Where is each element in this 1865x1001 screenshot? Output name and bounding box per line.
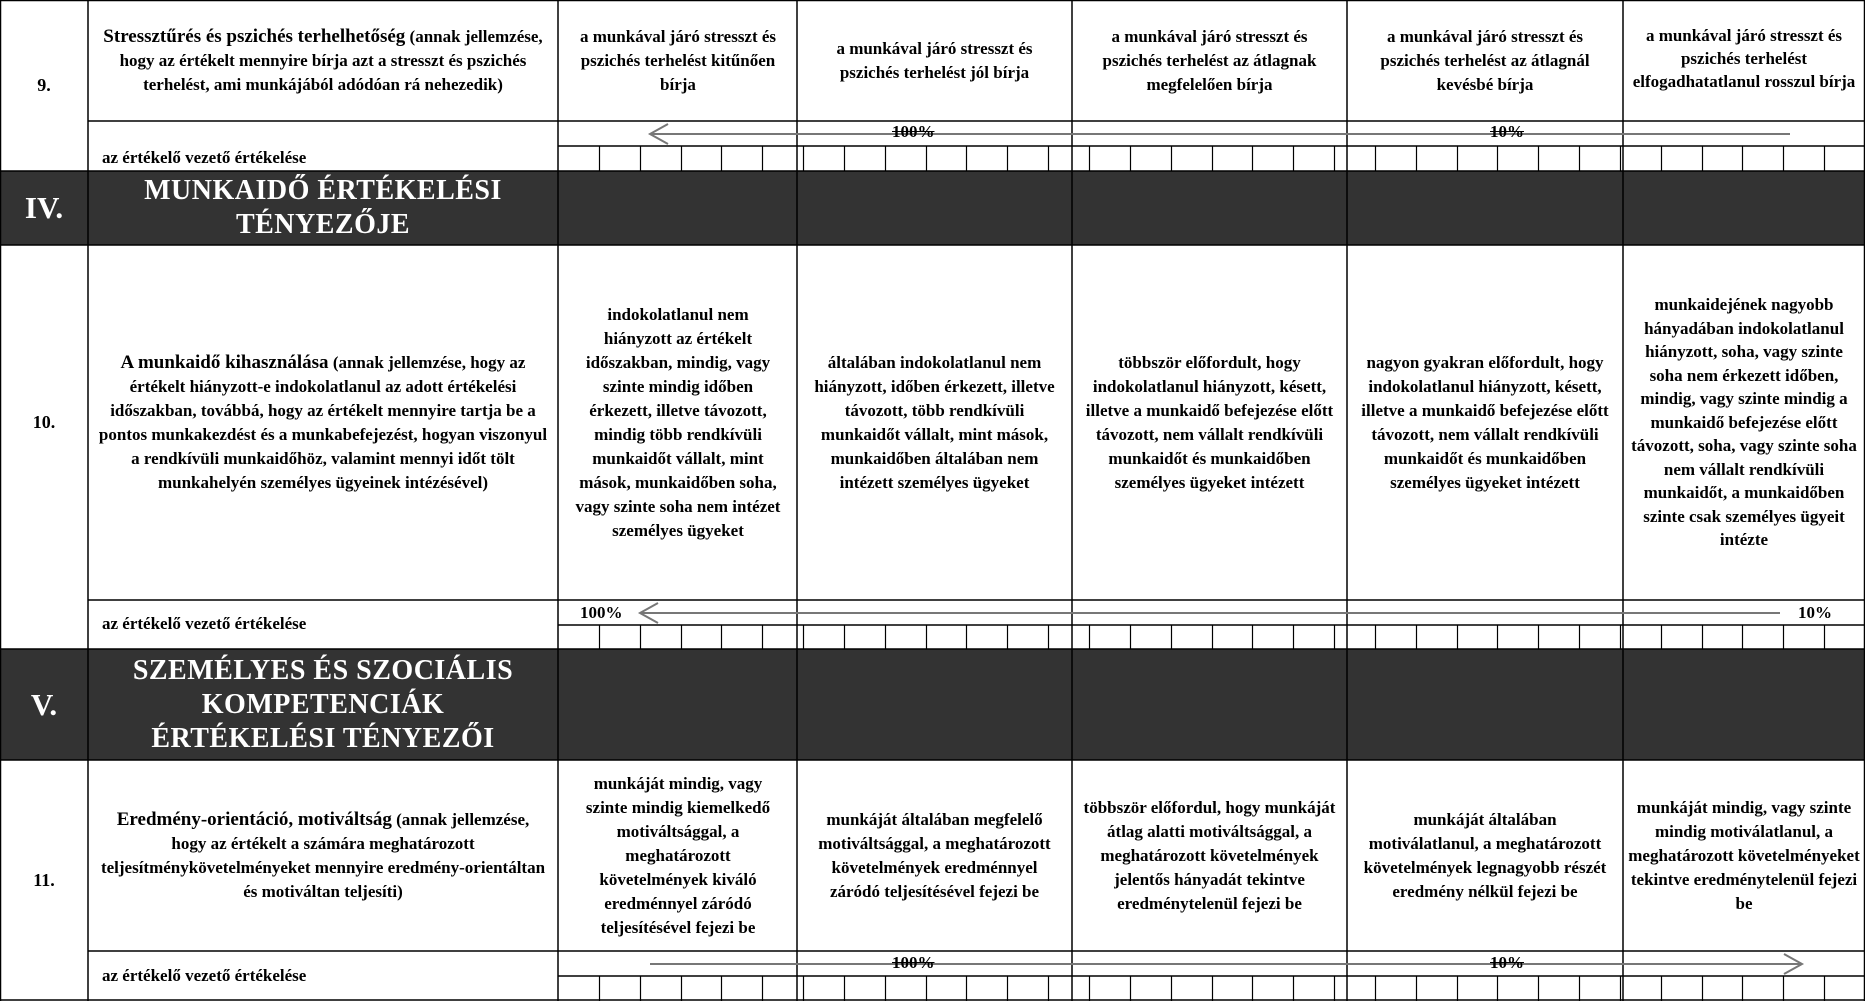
row-9-level-1: a munkával járó stresszt és pszichés terhelést kitűnően bírja	[579, 26, 777, 94]
row-10-scale-low: 10%	[1798, 603, 1832, 622]
section-4-roman: IV.	[24, 190, 64, 225]
row-11-level-2: munkáját általában megfelelő motiváltsággal, a meghatározott követelmények eredménnyel záródó teljesítésével fejezi be	[818, 809, 1051, 901]
row-9-title: Stressztűrés és pszichés terhelhetőség	[103, 25, 406, 47]
row-11-criterion-text	[88, 808, 558, 904]
row-10-level-2: általában indokolatlanul nem hiányzott, időben érkezett, illetve távozott, több rendkívüli munkaidőt vállalt, mint mások, munkaidőben általában nem intézett személyes ügyeket	[814, 352, 1055, 492]
row-9-scale-low: 10%	[1490, 122, 1524, 141]
row-11-number: 11.	[33, 870, 55, 890]
row-10-criterion-text	[88, 351, 558, 495]
row-10-level-1: indokolatlanul nem hiányzott az értékelt időszakban, mindig, vagy szinte mindig időben érkezett, illetve távozott, mindig több rendkívüli munkaidőt vállalt, mint mások, munkaidőben soha, vagy szinte soha nem intézet személyes ügyeket	[575, 304, 781, 540]
row-9-number: 9.	[37, 75, 51, 95]
row-10-level-5: munkaidejének nagyobb hányadában indokolatlanul hiányzott, soha, vagy szinte soha nem érkezett időben, mindig, vagy szinte mindig a munkaidő befejezése előtt távozott, soha, vagy szinte soha nem vállalt rendkívüli munkaidőt, a munkaidőben szinte csak személyes ügyeit intézte	[1631, 295, 1857, 550]
row-9-criterion	[88, 0, 558, 121]
row-10-criterion	[88, 245, 558, 600]
row-11-title: Eredmény-orientáció, motiváltság	[116, 808, 392, 830]
row-10-description: (annak jellemzése, hogy az értékelt hiányzott-e indokolatlanul az adott értékelési időszakban, továbbá, hogy az értékelt mennyire tartja be a pontos munkakezdést és a munkabefejezést, hogyan viszonyul a rendkívüli munkaidőhöz, valamint mennyi időt tölt munkahelyén személyes ügyeinek intézésével)	[98, 352, 548, 492]
row-11-level-4: munkáját általában motiválatlanul, a meghatározott követelmények legnagyobb részét eredmény nélkül fejezi be	[1363, 809, 1607, 901]
row-9-level-5: a munkával járó stresszt és pszichés terhelést elfogadhatatlanul rosszul bírja	[1632, 26, 1856, 91]
row-11-criterion	[88, 760, 558, 951]
row-11-level-5: munkáját mindig, vagy szinte mindig motiválatlanul, a meghatározott követelményeket tekintve eredménytelenül fejezi be	[1628, 797, 1860, 913]
row-11-scale-low: 10%	[1490, 953, 1524, 972]
row-9-level-4: a munkával járó stresszt és pszichés terhelést az átlagnál kevésbé bírja	[1380, 26, 1590, 94]
row-10-scale-high: 100%	[580, 603, 623, 622]
row-11-level-3: többször előfordul, hogy munkáját átlag alatti motiváltsággal, a meghatározott követelmények jelentős hányadát tekintve eredménytelenül fejezi be	[1083, 797, 1336, 913]
section-5-roman: V.	[30, 686, 58, 722]
row-9-evaluation-label: az értékelő vezető értékelése	[102, 148, 307, 167]
section-5-title: SZEMÉLYES ÉS SZOCIÁLIS KOMPETENCIÁK ÉRTÉKELÉSI TÉNYEZŐI	[132, 654, 514, 754]
row-9-description: (annak jellemzése, hogy az értékelt mennyire bírja azt a stresszt és pszichés terhelést, ami munkájából adódóan rá nehezedik)	[119, 26, 543, 94]
row-9-scale-high: 100%	[892, 122, 935, 141]
row-9-criterion-text	[88, 25, 558, 97]
row-9-level-2: a munkával járó stresszt és pszichés terhelést jól bírja	[836, 38, 1033, 82]
row-9-level-3: a munkával járó stresszt és pszichés terhelést az átlagnak megfelelően bírja	[1102, 26, 1317, 94]
row-11-scale-high: 100%	[892, 953, 935, 972]
row-11-description: (annak jellemzése, hogy az értékelt a számára meghatározott teljesítménykövetelményeket mennyire eredmény-orientáltan és motiváltan teljesíti)	[100, 809, 546, 901]
row-10-title: A munkaidő kihasználása	[120, 351, 329, 373]
row-10-level-4: nagyon gyakran előfordult, hogy indokolatlanul hiányzott, késett, illetve a munkaidő befejezése előtt távozott, nem vállalt rendkívüli munkaidőt és munkaidőben személyes ügyeket intézett	[1361, 352, 1609, 492]
row-10-number: 10.	[32, 412, 56, 432]
row-11-evaluation-label: az értékelő vezető értékelése	[102, 966, 307, 985]
row-10-level-3: többször előfordult, hogy indokolatlanul hiányzott, késett, illetve a munkaidő befejezése előtt távozott, nem vállalt rendkívüli munkaidőt és munkaidőben személyes ügyeket intézett	[1085, 352, 1334, 492]
row-10-evaluation-label: az értékelő vezető értékelése	[102, 613, 307, 633]
row-11-level-1: munkáját mindig, vagy szinte mindig kiemelkedő motiváltsággal, a meghatározott követelmények kiváló eredménnyel záródó teljesítésével fejezi be	[585, 773, 771, 937]
section-4-title: MUNKAIDŐ ÉRTÉKELÉSI TÉNYEZŐJE	[144, 175, 502, 240]
